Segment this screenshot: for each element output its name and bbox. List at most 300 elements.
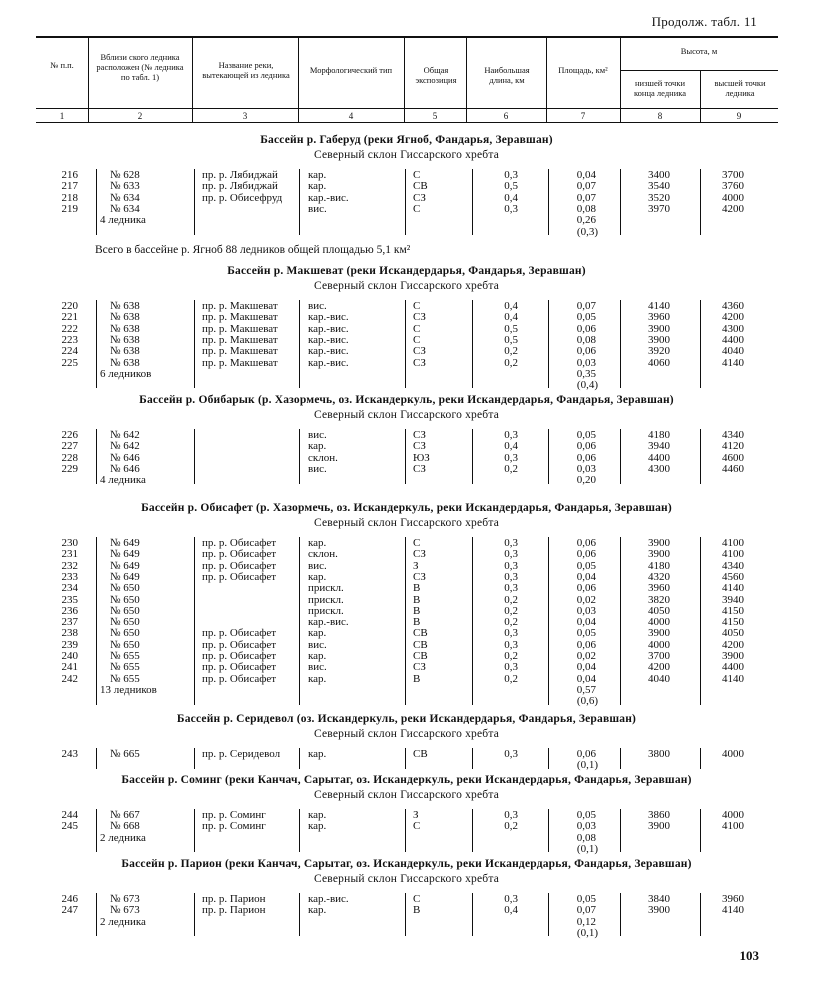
cell-exp: СЗ xyxy=(413,661,426,674)
column-number: 8 xyxy=(657,111,663,121)
column-tick xyxy=(405,429,406,484)
cell-high: 4360 xyxy=(722,300,744,312)
header-divider xyxy=(466,37,467,122)
cell-n: 243 xyxy=(61,748,78,760)
cell-near: № 673 xyxy=(110,904,140,917)
cell-type: вис. xyxy=(308,661,327,674)
cell-n: 221 xyxy=(61,311,78,324)
cell-exp: СВ xyxy=(413,748,428,760)
cell-low: 4050 xyxy=(648,604,670,617)
column-tick xyxy=(472,748,473,769)
cell-river: пр. р. Обисефруд xyxy=(202,191,283,204)
cell-near: № 650 xyxy=(110,604,140,617)
cell-area: 0,06 xyxy=(576,345,596,358)
cell-n: 220 xyxy=(61,300,78,312)
cell-exp: СЗ xyxy=(413,429,426,441)
header-col2: Вблизи ского ледника расположен (№ ледника по табл. 1) xyxy=(96,52,184,82)
cell-river: пр. р. Макшеват xyxy=(202,322,278,335)
cell-high: 4200 xyxy=(722,202,744,215)
cell-high: 3900 xyxy=(722,650,744,662)
cell-exp: С xyxy=(413,202,421,215)
column-tick xyxy=(700,748,701,769)
basin-title: Бассейн р. Серидевол (оз. Искандеркуль, реки Искандердарья, Фандарья, Зеравшан) xyxy=(176,713,637,725)
continuation-label: Продолж. табл. 11 xyxy=(651,14,757,29)
cell-high: 4000 xyxy=(722,809,744,821)
cell-type: вис. xyxy=(308,429,327,441)
column-tick xyxy=(194,809,195,852)
total-area-rounded: (0,6) xyxy=(576,695,598,708)
cell-river: пр. р. Обисафет xyxy=(202,548,277,561)
cell-area: 0,04 xyxy=(576,672,596,685)
cell-area: 0,06 xyxy=(576,537,596,549)
total-label: 2 ледника xyxy=(100,831,146,844)
cell-n: 232 xyxy=(61,559,78,572)
cell-len: 0,4 xyxy=(504,440,518,453)
cell-low: 3860 xyxy=(648,809,670,821)
cell-high: 4140 xyxy=(722,672,744,685)
cell-type: кар. xyxy=(308,904,327,917)
column-tick xyxy=(548,748,549,769)
column-tick xyxy=(700,300,701,388)
total-area-rounded: (0,3) xyxy=(576,225,598,238)
cell-type: прискл. xyxy=(308,604,344,617)
cell-near: № 649 xyxy=(110,548,140,561)
cell-area: 0,04 xyxy=(576,616,596,629)
header-divider xyxy=(700,71,701,122)
cell-low: 3520 xyxy=(648,191,670,204)
cell-n: 219 xyxy=(61,202,78,215)
cell-exp: З xyxy=(413,559,419,572)
basin-title: Бассейн р. Обибарык (р. Хазормечь, оз. Искандеркуль, реки Искандердарья, Фандарья, Зеравшан) xyxy=(139,394,674,406)
cell-high: 4560 xyxy=(722,570,744,583)
cell-area: 0,04 xyxy=(576,661,596,674)
cell-low: 4320 xyxy=(648,570,670,583)
cell-near: № 655 xyxy=(110,650,140,662)
cell-high: 3960 xyxy=(722,893,744,905)
cell-len: 0,2 xyxy=(504,593,518,606)
cell-len: 0,5 xyxy=(504,322,518,335)
cell-len: 0,2 xyxy=(504,345,518,358)
cell-near: № 638 xyxy=(110,322,140,335)
cell-exp: С xyxy=(413,820,421,833)
basin-title: Бассейн р. Макшеват (реки Искандердарья, Фандарья, Зеравшан) xyxy=(227,265,586,277)
cell-len: 0,4 xyxy=(504,300,518,312)
cell-high: 4400 xyxy=(722,661,744,674)
cell-type: склон. xyxy=(308,451,338,464)
cell-area: 0,05 xyxy=(576,559,596,572)
column-tick xyxy=(194,748,195,769)
cell-n: 231 xyxy=(61,548,78,561)
column-number: 4 xyxy=(348,111,354,121)
cell-high: 3940 xyxy=(722,593,744,606)
column-tick xyxy=(620,300,621,388)
cell-area: 0,06 xyxy=(576,451,596,464)
column-number-rule xyxy=(36,122,778,123)
cell-len: 0,3 xyxy=(504,638,518,651)
cell-area: 0,06 xyxy=(576,582,596,595)
cell-low: 4200 xyxy=(648,661,670,674)
slope-title: Северный склон Гиссарского хребта xyxy=(313,873,500,885)
cell-len: 0,3 xyxy=(504,537,518,549)
basin-title: Бассейн р. Соминг (реки Канчач, Сарытаг, оз. Искандеркуль, реки Искандердарья, Фандарья, Зеравшан) xyxy=(121,774,692,786)
cell-river: пр. р. Обисафет xyxy=(202,537,277,549)
cell-river: пр. р. Макшеват xyxy=(202,356,278,369)
cell-area: 0,04 xyxy=(576,169,596,181)
header-col6: Наибольшая длина, км xyxy=(484,65,530,85)
cell-area: 0,06 xyxy=(576,638,596,651)
total-area-rounded: (0,1) xyxy=(576,926,598,939)
column-tick xyxy=(299,748,300,769)
column-tick xyxy=(405,893,406,936)
cell-type: кар.-вис. xyxy=(308,333,349,346)
cell-n: 226 xyxy=(61,429,78,441)
header-divider xyxy=(404,37,405,122)
cell-type: кар. xyxy=(308,672,327,685)
cell-type: вис. xyxy=(308,202,327,215)
cell-exp: В xyxy=(413,904,421,917)
cell-near: № 665 xyxy=(110,748,140,760)
cell-low: 3900 xyxy=(648,820,670,833)
cell-type: кар.-вис. xyxy=(308,345,349,358)
cell-exp: С xyxy=(413,893,421,905)
cell-n: 234 xyxy=(61,582,78,595)
cell-n: 245 xyxy=(61,820,78,833)
cell-exp: СЗ xyxy=(413,356,426,369)
cell-low: 3400 xyxy=(648,169,670,181)
cell-low: 4180 xyxy=(648,429,670,441)
cell-high: 4200 xyxy=(722,638,744,651)
slope-title: Северный склон Гиссарского хребта xyxy=(313,280,500,292)
column-tick xyxy=(405,748,406,769)
column-tick xyxy=(548,429,549,484)
slope-title: Северный склон Гиссарского хребта xyxy=(313,789,500,801)
header-col7: Площадь, км² xyxy=(558,65,608,75)
cell-len: 0,2 xyxy=(504,356,518,369)
total-area: 0,26 xyxy=(576,214,596,227)
column-tick xyxy=(405,537,406,705)
column-tick xyxy=(194,537,195,705)
cell-n: 240 xyxy=(61,650,78,662)
cell-area: 0,05 xyxy=(576,893,596,905)
cell-n: 233 xyxy=(61,570,78,583)
column-tick xyxy=(620,537,621,705)
header-divider xyxy=(192,37,193,122)
cell-exp: СВ xyxy=(413,627,428,640)
cell-area: 0,02 xyxy=(576,650,596,662)
cell-len: 0,3 xyxy=(504,582,518,595)
column-tick xyxy=(299,893,300,936)
cell-near: № 650 xyxy=(110,616,140,629)
cell-near: № 655 xyxy=(110,661,140,674)
cell-river: пр. р. Обисафет xyxy=(202,661,277,674)
cell-type: кар. xyxy=(308,809,327,821)
column-tick xyxy=(472,537,473,705)
cell-exp: СВ xyxy=(413,650,428,662)
header-divider xyxy=(88,37,89,122)
cell-len: 0,3 xyxy=(504,548,518,561)
cell-n: 246 xyxy=(61,893,78,905)
cell-high: 4140 xyxy=(722,582,744,595)
cell-type: кар.-вис. xyxy=(308,893,349,905)
slope-title: Северный склон Гиссарского хребта xyxy=(313,517,500,529)
column-tick xyxy=(620,429,621,484)
cell-near: № 673 xyxy=(110,893,140,905)
cell-near: № 642 xyxy=(110,440,140,453)
cell-low: 3800 xyxy=(648,748,670,760)
cell-len: 0,5 xyxy=(504,180,518,193)
cell-low: 3900 xyxy=(648,537,670,549)
column-tick xyxy=(548,537,549,705)
total-area: 0,12 xyxy=(576,915,596,928)
cell-high: 4200 xyxy=(722,311,744,324)
cell-len: 0,3 xyxy=(504,809,518,821)
cell-near: № 638 xyxy=(110,333,140,346)
cell-type: кар. xyxy=(308,650,327,662)
cell-area: 0,03 xyxy=(576,820,596,833)
cell-area: 0,08 xyxy=(576,202,596,215)
header-col3: Название реки, вытекающей из ледника xyxy=(202,60,290,80)
cell-high: 4050 xyxy=(722,627,744,640)
cell-high: 4150 xyxy=(722,604,744,617)
cell-area: 0,03 xyxy=(576,462,596,475)
cell-type: кар. xyxy=(308,627,327,640)
cell-low: 4000 xyxy=(648,638,670,651)
cell-n: 244 xyxy=(61,809,78,821)
cell-area: 0,05 xyxy=(576,311,596,324)
cell-len: 0,3 xyxy=(504,451,518,464)
cell-n: 216 xyxy=(61,169,78,181)
column-tick xyxy=(548,300,549,388)
cell-low: 3840 xyxy=(648,893,670,905)
cell-high: 4140 xyxy=(722,356,744,369)
cell-near: № 646 xyxy=(110,451,140,464)
cell-high: 4100 xyxy=(722,537,744,549)
cell-low: 3940 xyxy=(648,440,670,453)
column-tick xyxy=(472,169,473,235)
header-rule xyxy=(36,108,778,109)
column-tick xyxy=(96,169,97,235)
cell-near: № 634 xyxy=(110,191,140,204)
total-area: 0,35 xyxy=(576,367,596,380)
column-number: 5 xyxy=(432,111,438,121)
cell-exp: СЗ xyxy=(413,462,426,475)
cell-low: 3900 xyxy=(648,627,670,640)
column-tick xyxy=(700,893,701,936)
cell-area: 0,06 xyxy=(576,440,596,453)
cell-type: кар.-вис. xyxy=(308,616,349,629)
cell-n: 230 xyxy=(61,537,78,549)
column-tick xyxy=(700,537,701,705)
cell-area: 0,07 xyxy=(576,300,596,312)
cell-n: 239 xyxy=(61,638,78,651)
total-area-rounded: (0,1) xyxy=(576,842,598,855)
cell-n: 225 xyxy=(61,356,78,369)
header-col1: № п.п. xyxy=(50,60,74,70)
column-tick xyxy=(96,429,97,484)
cell-high: 4120 xyxy=(722,440,744,453)
basin-title: Бассейн р. Обисафет (р. Хазормечь, оз. Искандеркуль, реки Искандердарья, Фандарья, Зеравшан) xyxy=(141,502,672,514)
column-number: 9 xyxy=(736,111,742,121)
column-number: 1 xyxy=(59,111,65,121)
cell-river: пр. р. Серидевол xyxy=(202,748,281,760)
cell-high: 4600 xyxy=(722,451,744,464)
column-number: 3 xyxy=(242,111,248,121)
column-tick xyxy=(548,809,549,852)
cell-exp: С xyxy=(413,322,421,335)
cell-len: 0,4 xyxy=(504,191,518,204)
cell-high: 4460 xyxy=(722,462,744,475)
column-tick xyxy=(405,809,406,852)
cell-area: 0,06 xyxy=(576,322,596,335)
cell-near: № 642 xyxy=(110,429,140,441)
cell-low: 4400 xyxy=(648,451,670,464)
cell-exp: СЗ xyxy=(413,311,426,324)
cell-type: кар. xyxy=(308,537,327,549)
cell-high: 4340 xyxy=(722,429,744,441)
total-label: 4 ледника xyxy=(100,214,146,227)
cell-area: 0,06 xyxy=(576,748,596,760)
cell-near: № 628 xyxy=(110,169,140,181)
total-area: 0,57 xyxy=(576,683,596,696)
cell-exp: СЗ xyxy=(413,345,426,358)
cell-river: пр. р. Обисафет xyxy=(202,650,277,662)
cell-river: пр. р. Макшеват xyxy=(202,345,278,358)
cell-exp: В xyxy=(413,593,421,606)
cell-near: № 650 xyxy=(110,593,140,606)
column-tick xyxy=(700,429,701,484)
cell-n: 229 xyxy=(61,462,78,475)
cell-len: 0,3 xyxy=(504,202,518,215)
column-tick xyxy=(96,893,97,936)
column-tick xyxy=(472,429,473,484)
column-tick xyxy=(299,300,300,388)
cell-exp: В xyxy=(413,672,421,685)
cell-low: 4060 xyxy=(648,356,670,369)
height-group-rule xyxy=(620,70,778,71)
cell-exp: З xyxy=(413,809,419,821)
cell-n: 228 xyxy=(61,451,78,464)
cell-low: 3920 xyxy=(648,345,670,358)
cell-area: 0,02 xyxy=(576,593,596,606)
cell-len: 0,3 xyxy=(504,893,518,905)
cell-exp: СВ xyxy=(413,638,428,651)
slope-title: Северный склон Гиссарского хребта xyxy=(313,149,500,161)
header-col8: низшей точки конца ледника xyxy=(633,78,687,98)
cell-exp: В xyxy=(413,582,421,595)
cell-type: кар.-вис. xyxy=(308,356,349,369)
cell-area: 0,06 xyxy=(576,548,596,561)
column-tick xyxy=(548,893,549,936)
cell-high: 4040 xyxy=(722,345,744,358)
cell-len: 0,2 xyxy=(504,616,518,629)
cell-area: 0,05 xyxy=(576,627,596,640)
cell-type: кар. xyxy=(308,820,327,833)
column-tick xyxy=(472,809,473,852)
cell-area: 0,05 xyxy=(576,429,596,441)
cell-n: 247 xyxy=(61,904,78,917)
cell-area: 0,03 xyxy=(576,356,596,369)
cell-near: № 650 xyxy=(110,638,140,651)
header-col5: Общая экспозиция xyxy=(415,65,457,85)
cell-n: 224 xyxy=(61,345,78,358)
cell-high: 4100 xyxy=(722,820,744,833)
column-tick xyxy=(620,169,621,235)
cell-river: пр. р. Макшеват xyxy=(202,311,278,324)
cell-river: пр. р. Обисафет xyxy=(202,627,277,640)
cell-near: № 646 xyxy=(110,462,140,475)
cell-near: № 638 xyxy=(110,356,140,369)
cell-river: пр. р. Лябиджай xyxy=(202,169,278,181)
total-label: 13 ледников xyxy=(100,683,157,696)
total-area-rounded: (0,1) xyxy=(576,759,598,772)
column-tick xyxy=(620,748,621,769)
cell-high: 4340 xyxy=(722,559,744,572)
cell-exp: В xyxy=(413,604,421,617)
cell-n: 218 xyxy=(61,191,78,204)
column-tick xyxy=(299,169,300,235)
total-label: 4 ледника xyxy=(100,474,146,487)
cell-high: 4000 xyxy=(722,191,744,204)
column-tick xyxy=(96,537,97,705)
cell-near: № 638 xyxy=(110,300,140,312)
cell-n: 222 xyxy=(61,322,78,335)
cell-near: № 649 xyxy=(110,570,140,583)
cell-river: пр. р. Соминг xyxy=(202,809,266,821)
cell-near: № 667 xyxy=(110,809,140,821)
cell-len: 0,3 xyxy=(504,169,518,181)
cell-len: 0,2 xyxy=(504,672,518,685)
header-divider xyxy=(546,37,547,122)
cell-type: кар.-вис. xyxy=(308,191,349,204)
cell-area: 0,07 xyxy=(576,904,596,917)
column-tick xyxy=(299,537,300,705)
cell-type: вис. xyxy=(308,638,327,651)
cell-type: кар. xyxy=(308,169,327,181)
cell-river: пр. р. Обисафет xyxy=(202,672,277,685)
cell-type: кар.-вис. xyxy=(308,311,349,324)
cell-n: 223 xyxy=(61,333,78,346)
column-tick xyxy=(96,300,97,388)
cell-type: кар.-вис. xyxy=(308,322,349,335)
total-area-rounded: (0,4) xyxy=(576,379,598,392)
cell-high: 4140 xyxy=(722,904,744,917)
column-tick xyxy=(405,300,406,388)
cell-type: склон. xyxy=(308,548,338,561)
cell-type: прискл. xyxy=(308,582,344,595)
column-tick xyxy=(96,809,97,852)
cell-high: 3760 xyxy=(722,180,744,193)
header-col9: высшей точки ледника xyxy=(714,78,766,98)
cell-exp: СЗ xyxy=(413,548,426,561)
cell-river: пр. р. Лябиджай xyxy=(202,180,278,193)
cell-area: 0,08 xyxy=(576,333,596,346)
cell-low: 4000 xyxy=(648,616,670,629)
cell-high: 3700 xyxy=(722,169,744,181)
cell-near: № 633 xyxy=(110,180,140,193)
cell-area: 0,05 xyxy=(576,809,596,821)
cell-area: 0,07 xyxy=(576,191,596,204)
cell-n: 237 xyxy=(61,616,78,629)
cell-river: пр. р. Обисафет xyxy=(202,638,277,651)
cell-river: пр. р. Обисафет xyxy=(202,570,277,583)
column-tick xyxy=(194,893,195,936)
cell-len: 0,3 xyxy=(504,661,518,674)
cell-river: пр. р. Макшеват xyxy=(202,333,278,346)
cell-exp: С xyxy=(413,537,421,549)
cell-exp: СВ xyxy=(413,180,428,193)
cell-len: 0,3 xyxy=(504,748,518,760)
cell-low: 4300 xyxy=(648,462,670,475)
